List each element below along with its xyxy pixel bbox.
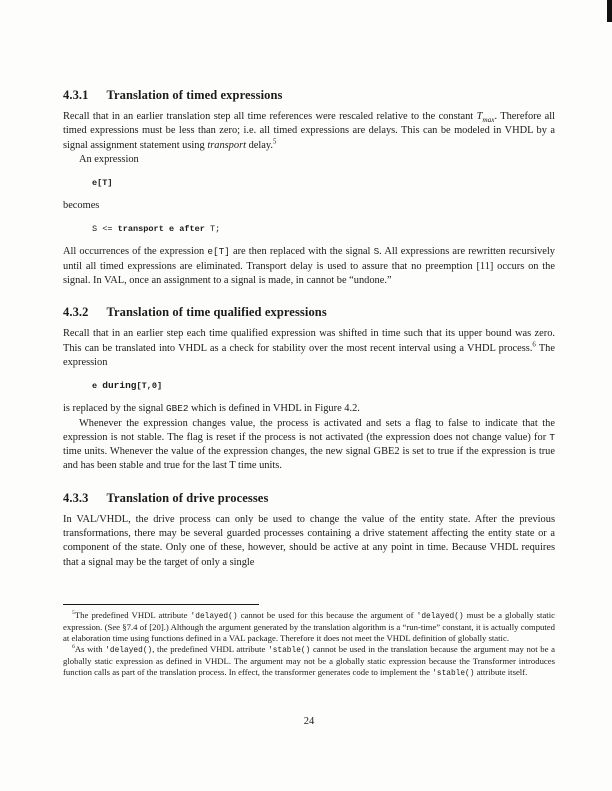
paragraph xyxy=(63,327,555,370)
paragraph xyxy=(63,199,555,213)
text-segment: cannot be used in the translation because the argument may not be a globally static expression as defined in VHDL. The argument may not be a globally static expression because the Transformer introduces function calls as part of the translation process. In effect, the transformer generates code to implement the xyxy=(63,644,555,678)
text-segment: The expression xyxy=(63,342,555,368)
paragraph xyxy=(63,245,555,288)
text-segment: e xyxy=(163,224,180,235)
paragraph xyxy=(63,402,555,416)
text-segment: An expression xyxy=(79,153,139,165)
text-segment: e[T] xyxy=(207,246,230,258)
page-number: 24 xyxy=(303,716,315,727)
paragraph xyxy=(63,110,555,153)
text-segment: 'stable() xyxy=(268,646,311,656)
text-segment: Recall that in an earlier step each time qualified expression was shifted in time such that its upper bound was zero. This can be translated into VHDL as a check for stability over the most recent interval using a VHDL process. xyxy=(63,328,555,354)
text-segment: Whenever the expression changes value, the process is activated and sets a flag to false to indicate that the expression is not stable. The flag is reset if the process is not activated (the expression does not change value) for xyxy=(63,417,555,443)
paragraph xyxy=(63,513,555,570)
text-segment: Recall that in an earlier translation step all time references were rescaled relative to the constant xyxy=(63,111,477,122)
text-segment: attribute itself. xyxy=(474,667,528,678)
text-segment: 5 xyxy=(72,610,75,617)
text-segment: during xyxy=(102,380,137,392)
footnote-rule xyxy=(63,604,259,605)
code-line xyxy=(92,176,555,190)
text-segment: T xyxy=(549,431,555,443)
text-segment: transport xyxy=(207,139,246,151)
text-segment: S xyxy=(373,246,380,258)
text-segment: 'delayed() xyxy=(416,612,464,621)
section-number: 4.3.1 xyxy=(63,88,89,102)
page-body xyxy=(63,88,555,570)
text-segment: must be a globally static expression. (See §7.4 of [20].) Although the argument generated by the translation algorithm is a “run-time” constant, it is actually computed at elaboration time using functions defined in a VAL package. Therefore it does not meet the VHDL definition of globally static. xyxy=(63,610,555,644)
section-heading-432 xyxy=(63,305,555,319)
section-title: Translation of time qualified expressions xyxy=(106,305,327,320)
text-segment: . Therefore all timed expressions must be less than zero; i.e. all timed expressions are delays. This can be modeled in VHDL by a signal assignment statement using xyxy=(63,111,555,151)
text-segment: 'delayed() xyxy=(190,612,238,621)
text-segment: transport xyxy=(117,224,164,235)
text-segment: e[T] xyxy=(92,178,113,189)
text-segment: 6 xyxy=(532,341,536,349)
paragraph xyxy=(63,417,555,474)
footnote-block xyxy=(63,604,555,680)
section-number: 4.3.2 xyxy=(63,305,89,320)
text-segment: , the predefined VHDL attribute xyxy=(152,644,269,655)
text-segment: As with xyxy=(74,644,106,655)
footnote-6 xyxy=(63,644,555,679)
text-segment: e xyxy=(92,381,103,392)
text-segment: 'stable() xyxy=(432,669,475,679)
text-segment: time units. Whenever the value of the expression changes, the new signal GBE2 is set to true if the expression is true and has been stable and true for the last T time units. xyxy=(63,446,555,472)
text-segment: All occurrences of the expression xyxy=(63,246,208,258)
text-segment: GBE2 xyxy=(166,403,189,415)
text-segment: . All expressions are rewritten recursively until all timed expressions are eliminated. Transport delay is used to assure that no preemption [11] occurs on the signal. In VAL, once an assignment to a signal is made, in cannot be “undone.” xyxy=(63,246,556,287)
text-segment: [T,0] xyxy=(136,381,163,392)
scan-corner-mark xyxy=(607,0,612,22)
text-segment: is replaced by the signal xyxy=(63,403,167,415)
section-title: Translation of drive processes xyxy=(106,490,269,505)
text-segment: becomes xyxy=(63,200,100,212)
section-number: 4.3.3 xyxy=(63,490,89,505)
text-segment: delay. xyxy=(246,139,274,151)
text-segment: cannot be used for this because the argument of xyxy=(237,610,417,620)
text-segment: 6 xyxy=(72,644,75,651)
section-heading-431 xyxy=(63,88,555,102)
footnote-5 xyxy=(63,610,555,644)
text-segment: In VAL/VHDL, the drive process can only be used to change the value of the entity state. After the previous transformations, there may be several guarded processes containing a drive statement affecting the entity state or a component of the state. Only one of these, however, should be active at any point in time. Because VHDL requires that a signal may be the target of only a single xyxy=(63,513,555,568)
code-line xyxy=(92,222,555,236)
paragraph xyxy=(63,153,555,167)
text-segment: after xyxy=(179,224,205,235)
text-segment: T xyxy=(476,111,483,122)
text-segment: 5 xyxy=(273,138,277,146)
section-heading-433 xyxy=(63,491,555,505)
text-segment: are then replaced with the signal xyxy=(229,246,374,258)
text-segment: which is defined in VHDL in Figure 4.2. xyxy=(188,403,360,415)
text-segment: The predefined VHDL attribute xyxy=(74,610,191,620)
section-title: Translation of timed expressions xyxy=(106,88,283,102)
text-segment: max xyxy=(482,116,495,125)
text-segment: 'delayed() xyxy=(105,646,153,656)
text-segment: T; xyxy=(204,224,221,235)
text-segment: S <= xyxy=(92,224,118,235)
code-line xyxy=(92,379,555,393)
